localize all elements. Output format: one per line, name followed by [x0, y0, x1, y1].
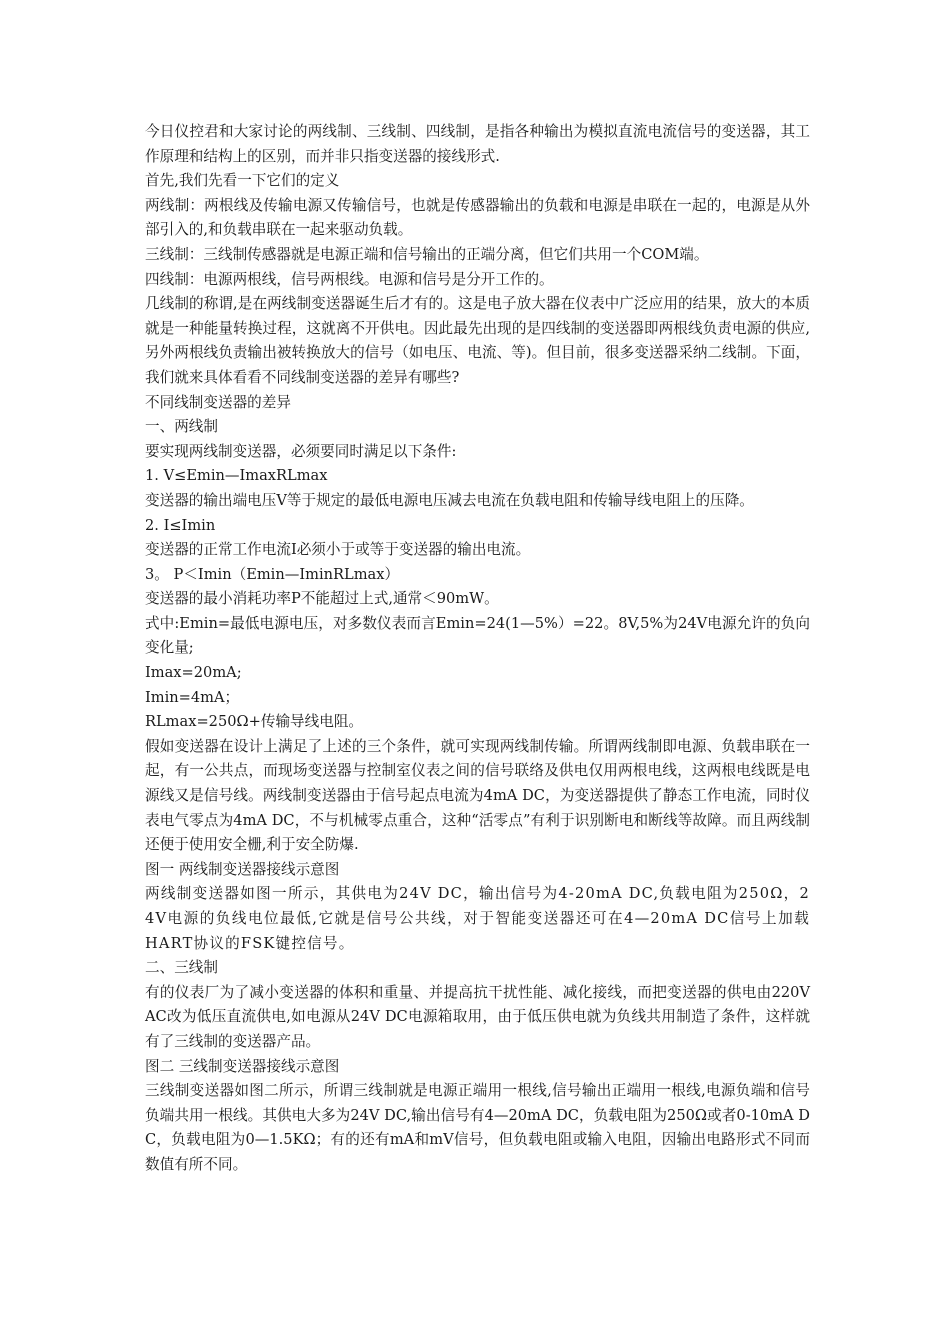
- paragraph-two-wire-transmission: 假如变送器在设计上满足了上述的三个条件，就可实现两线制传输。所谓两线制即电源、负载串联在一起，有一公共点，而现场变送器与控制室仪表之间的信号联络及供电仅用两根电线，这两根电线既是电源线又是信号线。两线制变送器由于信号起点电流为4mA DC，为变送器提供了静态工作电流，同时仪表电气零点为4mA DC，不与机械零点重合，这种“活零点”有利于识别断电和断线等故障。而且两线制还便于使用安全栅,利于安全防爆.: [145, 737, 810, 854]
- paragraph-formula-3-explanation: 变送器的最小消耗功率P不能超过上式,通常＜90mW。: [145, 590, 499, 608]
- paragraph-formula-1-explanation: 变送器的输出端电压V等于规定的最低电源电压减去电流在负载电阻和传输导线电阻上的压降。: [145, 491, 754, 509]
- paragraph-history: 几线制的称谓,是在两线制变送器诞生后才有的。这是电子放大器在仪表中广泛应用的结果，放大的本质就是一种能量转换过程，这就离不开供电。因此最先出现的是四线制的变送器即两根线负责电源的供应,另外两根线负责输出被转换放大的信号（如电压、电流、等)。但目前，很多变送器采纳二线制。下面，我们就来具体看看不同线制变送器的差异有哪些?: [145, 295, 810, 386]
- formula-3: 3。 P＜Imin（Emin—IminRLmax）: [145, 565, 400, 583]
- formula-1: 1. V≤Emin—ImaxRLmax: [145, 467, 328, 485]
- paragraph-three-wire-origin: 有的仪表厂为了减小变送器的体积和重量、并提高抗干扰性能、减化接线，而把变送器的供电由220V AC改为低压直流供电,如电源从24V DC电源箱取用，由于低压供电就为负线共用制造了条件，这样就有了三线制的变送器产品。: [145, 983, 810, 1050]
- formula-2: 2. I≤Imin: [145, 516, 216, 534]
- paragraph-definitions-lead: 首先,我们先看一下它们的定义: [145, 172, 340, 190]
- value-imin: Imin=4mA；: [145, 688, 240, 706]
- paragraph-formula-variables: 式中:Emin=最低电源电压，对多数仪表而言Emin=24(1—5%）=22。8V,5%为24V电源允许的负向变化量;: [145, 614, 810, 657]
- figure-2-caption: 图二 三线制变送器接线示意图: [145, 1057, 340, 1075]
- value-rlmax: RLmax=250Ω+传输导线电阻。: [145, 713, 364, 731]
- paragraph-conditions-lead: 要实现两线制变送器，必须要同时满足以下条件:: [145, 442, 457, 460]
- paragraph-three-wire-definition: 三线制：三线制传感器就是电源正端和信号输出的正端分离，但它们共用一个COM端。: [145, 245, 709, 263]
- section-heading-three-wire: 二、三线制: [145, 959, 218, 977]
- paragraph-two-wire-definition: 两线制：两根线及传输电源又传输信号，也就是传感器输出的负载和电源是串联在一起的，电源是从外部引入的,和负载串联在一起来驱动负载。: [145, 196, 810, 239]
- paragraph-figure-1-description: 两线制变送器如图一所示，其供电为24V DC，输出信号为4-20mA DC,负载电阻为250Ω，24V电源的负线电位最低,它就是信号公共线，对于智能变送器还可在4—20mA DC信号上加载HART协议的FSK键控信号。: [145, 885, 810, 952]
- document-body: [145, 120, 810, 1178]
- value-imax: Imax=20mA;: [145, 664, 242, 682]
- paragraph-four-wire-definition: 四线制：电源两根线，信号两根线。电源和信号是分开工作的。: [145, 270, 554, 288]
- figure-1-caption: 图一 两线制变送器接线示意图: [145, 860, 340, 878]
- section-heading-differences: 不同线制变送器的差异: [145, 393, 291, 411]
- paragraph-figure-2-description: 三线制变送器如图二所示，所谓三线制就是电源正端用一根线,信号输出正端用一根线,电源负端和信号负端共用一根线。其供电大多为24V DC,输出信号有4—20mA DC，负载电阻为250Ω或者0-10mA DC，负载电阻为0—1.5KΩ；有的还有mA和mV信号，但负载电阻或输入电阻，因输出电路形式不同而数值有所不同。: [145, 1082, 810, 1173]
- paragraph-formula-2-explanation: 变送器的正常工作电流I必须小于或等于变送器的输出电流。: [145, 541, 531, 559]
- section-heading-two-wire: 一、两线制: [145, 418, 218, 436]
- paragraph-intro: 今日仪控君和大家讨论的两线制、三线制、四线制，是指各种输出为模拟直流电流信号的变送器，其工作原理和结构上的区别，而并非只指变送器的接线形式.: [145, 123, 810, 165]
